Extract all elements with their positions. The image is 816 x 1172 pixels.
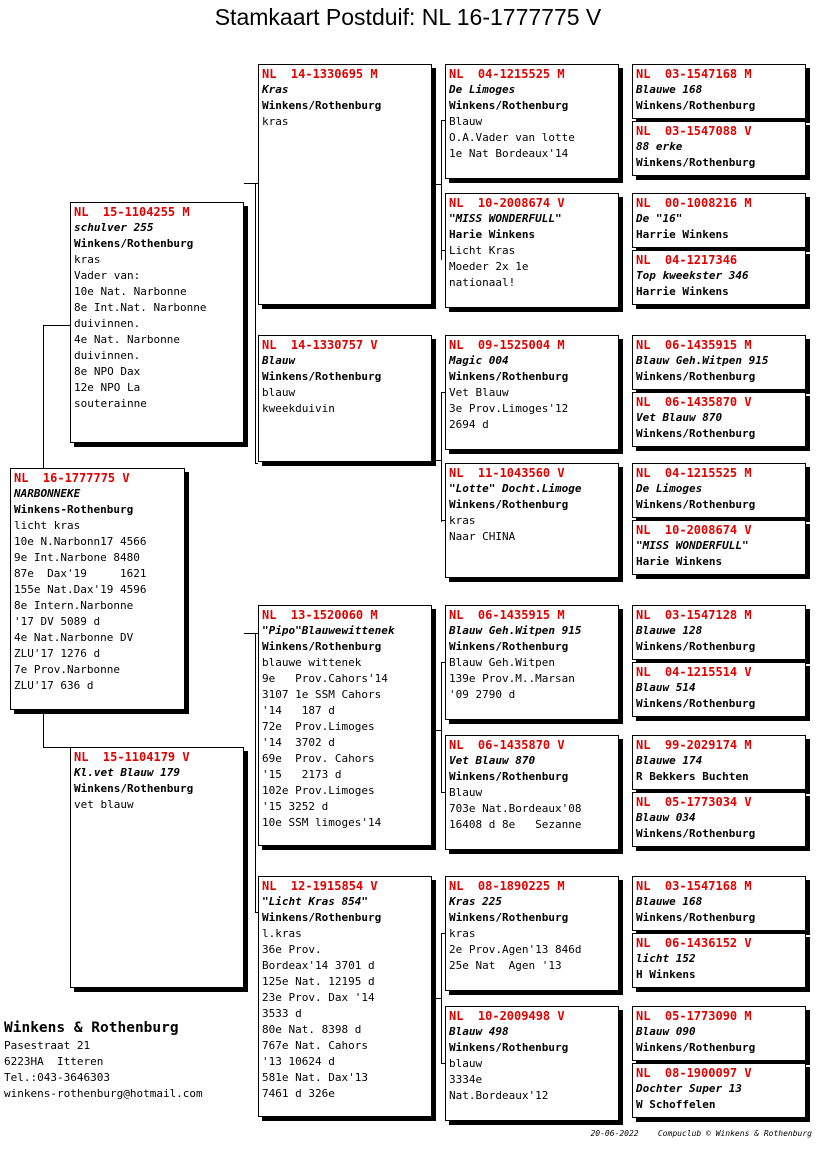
ring-number: NL 06-1436152 V	[636, 936, 752, 950]
pigeon-card	[445, 735, 619, 850]
pigeon-note: 581e Nat. Dax'13	[262, 1071, 368, 1084]
pigeon-name: NARBONNEKE	[14, 487, 81, 500]
pigeon-note: duivinnen.	[74, 349, 141, 362]
pigeon-note: 3334e	[449, 1073, 483, 1086]
pigeon-note: 72e Prov.Limoges	[262, 720, 375, 733]
pigeon-note: 3533 d	[262, 1007, 302, 1020]
pigeon-note: souterainne	[74, 397, 147, 410]
ring-number: NL 05-1773090 M	[636, 1009, 752, 1023]
breeder-name: Winkens/Rothenburg	[636, 827, 756, 840]
pigeon-name: schulver 255	[74, 221, 154, 234]
pigeon-note: Vet Blauw	[449, 386, 509, 399]
pigeon-card	[632, 605, 806, 660]
pigeon-card	[632, 64, 806, 119]
pigeon-note: 16408 d 8e Sezanne	[449, 818, 582, 831]
pigeon-note: Blauw Geh.Witpen	[449, 656, 555, 669]
pigeon-note: 7461 d 326e	[262, 1087, 335, 1100]
connector-line	[255, 463, 258, 464]
breeder-name: Winkens/Rothenburg	[636, 427, 756, 440]
pigeon-card	[632, 735, 806, 790]
pigeon-card	[70, 747, 244, 988]
connector-line	[43, 325, 70, 326]
pigeon-note: kras	[262, 115, 289, 128]
breeder-name: Winkens/Rothenburg	[262, 640, 382, 653]
pigeon-card	[445, 463, 619, 578]
connector-line	[441, 392, 442, 522]
owner-postcode: 6223HA Itteren	[4, 1055, 104, 1068]
pigeon-card	[445, 876, 619, 991]
pigeon-name: De "16"	[636, 212, 683, 225]
pigeon-name: "Licht Kras 854"	[262, 895, 368, 908]
pigeon-card	[445, 605, 619, 720]
pigeon-note: 87e Dax'19 1621	[14, 567, 147, 580]
pigeon-note: '15 3252 d	[262, 800, 329, 813]
pigeon-card	[632, 792, 806, 847]
owner-email[interactable]: winkens-rothenburg@hotmail.com	[4, 1087, 203, 1100]
pigeon-card	[445, 1006, 619, 1121]
pigeon-note: l.kras	[262, 927, 302, 940]
breeder-name: Winkens/Rothenburg	[636, 370, 756, 383]
pigeon-note: '13 10624 d	[262, 1055, 335, 1068]
pigeon-note: 10e N.Narbonn17 4566	[14, 535, 147, 548]
breeder-name: Winkens/Rothenburg	[636, 640, 756, 653]
ring-number: NL 15-1104179 V	[74, 750, 190, 764]
pigeon-note: '09 2790 d	[449, 688, 516, 701]
breeder-name: Winkens/Rothenburg	[449, 770, 569, 783]
pigeon-note: 4e Nat. Narbonne	[74, 333, 180, 346]
pigeon-note: 102e Prov.Limoges	[262, 784, 375, 797]
pigeon-note: 125e Nat. 12195 d	[262, 975, 375, 988]
pigeon-note: Blauw	[449, 115, 483, 128]
pigeon-name: Blauwe 168	[636, 83, 703, 96]
breeder-name: Winkens/Rothenburg	[449, 911, 569, 924]
pigeon-name: Dochter Super 13	[636, 1082, 742, 1095]
pigeon-note: Blauw	[449, 786, 483, 799]
pigeon-name: Vet Blauw 870	[449, 754, 536, 767]
pigeon-name: Blauw 034	[636, 811, 696, 824]
breeder-name: Winkens/Rothenburg	[262, 370, 382, 383]
pigeon-name: "MISS WONDERFULL"	[449, 212, 562, 225]
pigeon-note: blauw	[262, 386, 296, 399]
pigeon-note: kras	[449, 514, 476, 527]
pigeon-note: 155e Nat.Dax'19 4596	[14, 583, 147, 596]
pigeon-card	[258, 876, 432, 1117]
pigeon-note: '14 3702 d	[262, 736, 335, 749]
pigeon-name: Blauw	[262, 354, 296, 367]
connector-line	[441, 120, 442, 260]
ring-number: NL 12-1915854 V	[262, 879, 378, 893]
pigeon-note: 7e Prov.Narbonne	[14, 663, 120, 676]
breeder-name: H Winkens	[636, 968, 696, 981]
pigeon-name: Kras 225	[449, 895, 502, 908]
pigeon-name: Top kweekster 346	[636, 269, 749, 282]
ring-number: NL 00-1008216 M	[636, 196, 752, 210]
pigeon-note: kras	[449, 927, 476, 940]
breeder-name: Winkens/Rothenburg	[74, 237, 194, 250]
breeder-name: Winkens/Rothenburg	[74, 782, 194, 795]
pigeon-card	[632, 392, 806, 447]
pigeon-note: O.A.Vader van lotte	[449, 131, 575, 144]
ring-number: NL 08-1890225 M	[449, 879, 565, 893]
ring-number: NL 06-1435870 V	[449, 738, 565, 752]
pigeon-card	[445, 335, 619, 450]
pigeon-note: 23e Prov. Dax '14	[262, 991, 375, 1004]
pigeon-note: 80e Nat. 8398 d	[262, 1023, 362, 1036]
ring-number: NL 08-1900097 V	[636, 1066, 752, 1080]
breeder-name: Winkens/Rothenburg	[636, 99, 756, 112]
connector-line	[432, 730, 442, 731]
pigeon-card	[632, 335, 806, 390]
breeder-name: Winkens/Rothenburg	[636, 911, 756, 924]
pigeon-card	[445, 193, 619, 308]
breeder-name: Winkens/Rothenburg	[449, 498, 569, 511]
pigeon-card	[632, 1006, 806, 1061]
pigeon-name: Blauwe 168	[636, 895, 703, 908]
connector-line	[255, 633, 256, 912]
pigeon-note: 139e Prov.M..Marsan	[449, 672, 575, 685]
pigeon-note: kras	[74, 253, 101, 266]
pigeon-note: 2e Prov.Agen'13 846d	[449, 943, 582, 956]
ring-number: NL 03-1547168 M	[636, 67, 752, 81]
pigeon-note: 8e NPO Dax	[74, 365, 141, 378]
pigeon-name: Blauw Geh.Witpen 915	[449, 624, 582, 637]
pigeon-note: blauwe wittenek	[262, 656, 362, 669]
owner-name: Winkens & Rothenburg	[4, 1020, 179, 1036]
pigeon-name: "Pipo"Blauwewittenek	[262, 624, 395, 637]
ring-number: NL 14-1330695 M	[262, 67, 378, 81]
pigeon-name: licht 152	[636, 952, 696, 965]
pigeon-card	[632, 662, 806, 717]
breeder-name: Harrie Winkens	[636, 285, 729, 298]
ring-number: NL 04-1215514 V	[636, 665, 752, 679]
pigeon-note: licht kras	[14, 519, 81, 532]
pigeon-name: Blauw Geh.Witpen 915	[636, 354, 769, 367]
pigeon-card	[258, 64, 432, 305]
pigeon-note: 767e Nat. Cahors	[262, 1039, 368, 1052]
pigeon-note: 69e Prov. Cahors	[262, 752, 375, 765]
pigeon-card	[70, 202, 244, 443]
breeder-name: Winkens/Rothenburg	[636, 156, 756, 169]
pigeon-note: 25e Nat Agen '13	[449, 959, 562, 972]
connector-line	[43, 747, 70, 748]
pigeon-note: ZLU'17 1276 d	[14, 647, 101, 660]
breeder-name: Harrie Winkens	[636, 228, 729, 241]
connector-line	[432, 460, 442, 461]
pigeon-note: 9e Int.Narbone 8480	[14, 551, 140, 564]
pigeon-note: 36e Prov.	[262, 943, 322, 956]
pigeon-note: 4e Nat.Narbonne DV	[14, 631, 134, 644]
pigeon-card	[632, 463, 806, 518]
pigeon-note: 2694 d	[449, 418, 489, 431]
breeder-name: Winkens/Rothenburg	[449, 99, 569, 112]
pigeon-note: 10e Nat. Narbonne	[74, 285, 187, 298]
ring-number: NL 14-1330757 V	[262, 338, 378, 352]
pigeon-note: Moeder 2x 1e	[449, 260, 529, 273]
pigeon-card	[632, 933, 806, 988]
pigeon-note: 9e Prov.Cahors'14	[262, 672, 388, 685]
ring-number: NL 04-1215525 M	[636, 466, 752, 480]
ring-number: NL 16-1777775 V	[14, 471, 130, 485]
breeder-name: Winkens/Rothenburg	[449, 640, 569, 653]
pigeon-name: "Lotte" Docht.Limoge	[449, 482, 582, 495]
pigeon-note: duivinnen.	[74, 317, 141, 330]
pigeon-name: "MISS WONDERFULL"	[636, 539, 749, 552]
owner-address: Pasestraat 21	[4, 1039, 91, 1052]
pigeon-note: Nat.Bordeaux'12	[449, 1089, 549, 1102]
ring-number: NL 11-1043560 V	[449, 466, 565, 480]
breeder-name: W Schoffelen	[636, 1098, 716, 1111]
breeder-name: Harie Winkens	[636, 555, 723, 568]
breeder-name: Winkens/Rothenburg	[636, 498, 756, 511]
pigeon-note: 3e Prov.Limoges'12	[449, 402, 569, 415]
pigeon-name: Blauwe 128	[636, 624, 703, 637]
pigeon-card	[258, 335, 432, 462]
pigeon-note: 12e NPO La	[74, 381, 141, 394]
pigeon-note: 3107 1e SSM Cahors	[262, 688, 382, 701]
pigeon-card	[632, 193, 806, 248]
pigeon-name: Blauwe 174	[636, 754, 703, 767]
pigeon-name: Kras	[262, 83, 289, 96]
breeder-name: Winkens/Rothenburg	[262, 911, 382, 924]
breeder-name: Winkens/Rothenburg	[449, 370, 569, 383]
pigeon-name: Blauw 514	[636, 681, 696, 694]
breeder-name: Winkens/Rothenburg	[636, 697, 756, 710]
pigeon-note: nationaal!	[449, 276, 516, 289]
pigeon-note: vet blauw	[74, 798, 134, 811]
breeder-name: Winkens/Rothenburg	[636, 1041, 756, 1054]
pigeon-note: 703e Nat.Bordeaux'08	[449, 802, 582, 815]
pigeon-note: 1e Nat Bordeaux'14	[449, 147, 569, 160]
pigeon-card	[632, 121, 806, 176]
ring-number: NL 13-1520060 M	[262, 608, 378, 622]
pigeon-card	[632, 520, 806, 575]
ring-number: NL 10-2008674 V	[636, 523, 752, 537]
pigeon-note: '15 2173 d	[262, 768, 342, 781]
pigeon-note: ZLU'17 636 d	[14, 679, 94, 692]
ring-number: NL 05-1773034 V	[636, 795, 752, 809]
pigeon-card	[632, 876, 806, 931]
pigeon-name: Kl.vet Blauw 179	[74, 766, 180, 779]
pigeon-card	[445, 64, 619, 179]
connector-line	[255, 183, 256, 463]
ring-number: NL 06-1435870 V	[636, 395, 752, 409]
pigeon-note: kweekduivin	[262, 402, 335, 415]
pigeon-card	[258, 605, 432, 846]
owner-phone: Tel.:043-3646303	[4, 1071, 110, 1084]
pigeon-card	[632, 1063, 806, 1118]
pigeon-name: De Limoges	[449, 83, 516, 96]
connector-line	[441, 662, 442, 792]
connector-line	[432, 184, 442, 185]
pigeon-note: Naar CHINA	[449, 530, 516, 543]
pigeon-note: 10e SSM limoges'14	[262, 816, 382, 829]
ring-number: NL 10-2008674 V	[449, 196, 565, 210]
connector-line	[432, 998, 442, 999]
pigeon-note: Bordeax'14 3701 d	[262, 959, 375, 972]
ring-number: NL 04-1217346	[636, 253, 738, 267]
breeder-name: Harie Winkens	[449, 228, 536, 241]
ring-number: NL 06-1435915 M	[449, 608, 565, 622]
pigeon-name: Magic 004	[449, 354, 509, 367]
pigeon-note: 8e Int.Nat. Narbonne	[74, 301, 207, 314]
pigeon-note: blauw	[449, 1057, 483, 1070]
pigeon-card	[10, 468, 185, 710]
pigeon-note: Licht Kras	[449, 244, 516, 257]
pigeon-name: Blauw 498	[449, 1025, 509, 1038]
ring-number: NL 10-2009498 V	[449, 1009, 565, 1023]
breeder-name: R Bekkers Buchten	[636, 770, 749, 783]
footer-credit: 20-06-2022 Compuclub © Winkens & Rothenburg	[590, 1129, 812, 1138]
owner-block	[4, 1018, 203, 1102]
ring-number: NL 04-1215525 M	[449, 67, 565, 81]
pigeon-name: Vet Blauw 870	[636, 411, 723, 424]
page-title: Stamkaart Postduif: NL 16-1777775 V	[214, 4, 602, 30]
ring-number: NL 03-1547088 V	[636, 124, 752, 138]
pigeon-name: Blauw 090	[636, 1025, 696, 1038]
pigeon-name: 88 erke	[636, 140, 683, 153]
ring-number: NL 03-1547128 M	[636, 608, 752, 622]
ring-number: NL 03-1547168 M	[636, 879, 752, 893]
ring-number: NL 99-2029174 M	[636, 738, 752, 752]
breeder-name: Winkens/Rothenburg	[449, 1041, 569, 1054]
breeder-name: Winkens/Rothenburg	[262, 99, 382, 112]
pigeon-note: 8e Intern.Narbonne	[14, 599, 134, 612]
ring-number: NL 09-1525004 M	[449, 338, 565, 352]
pigeon-card	[632, 250, 806, 305]
pigeon-note: Vader van:	[74, 269, 141, 282]
pigeon-note: '14 187 d	[262, 704, 335, 717]
breeder-name: Winkens-Rothenburg	[14, 503, 134, 516]
pigeon-name: De Limoges	[636, 482, 703, 495]
ring-number: NL 06-1435915 M	[636, 338, 752, 352]
pigeon-note: '17 DV 5089 d	[14, 615, 101, 628]
ring-number: NL 15-1104255 M	[74, 205, 190, 219]
